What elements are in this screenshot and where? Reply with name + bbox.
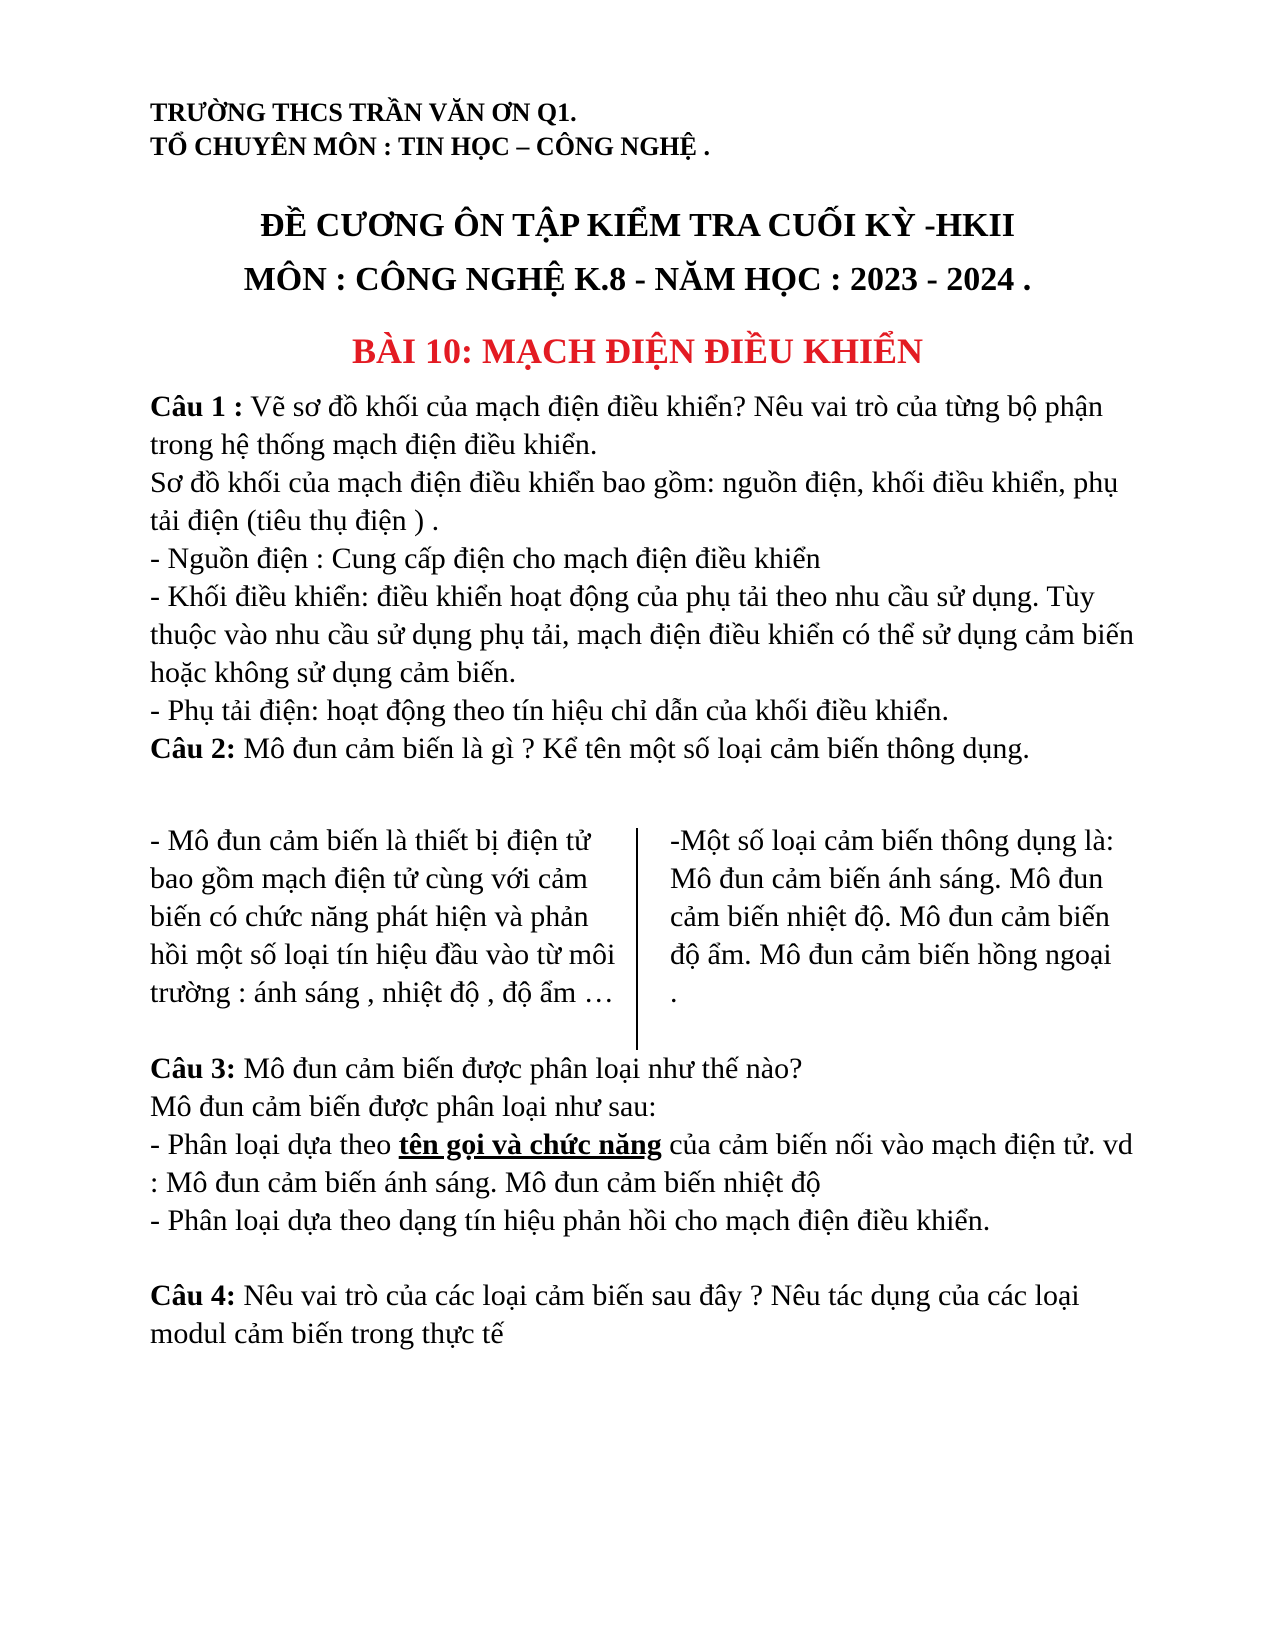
question-2-right-intro: -Một số loại cảm biến thông dụng là: <box>670 824 1115 857</box>
question-1-item-2: - Khối điều khiển: điều khiển hoạt động của phụ tải theo nhu cầu sử dụng. Tùy thuộc vào nhu cầu sử dụng phụ tải, mạch điện điều khiển có thể sử dụng cảm biến hoặc không sử dụng cảm biến. <box>150 580 1134 689</box>
question-2-label: Câu 2: <box>150 732 236 765</box>
question-3-answer-intro: Mô đun cảm biến được phân loại như sau: <box>150 1090 657 1123</box>
question-3-item-1 <box>150 1126 1135 1202</box>
question-3-label: Câu 3: <box>150 1052 236 1085</box>
question-3 <box>150 1050 1135 1088</box>
question-1 <box>150 388 1135 464</box>
question-4-label: Câu 4: <box>150 1279 236 1312</box>
question-2-left-column: - Mô đun cảm biến là thiết bị điện tử bao gồm mạch điện tử cùng với cảm biến có chức năng phát hiện và phản hồi một số loại tín hiệu đầu vào từ môi trường : ánh sáng , nhiệt độ , độ ẩm … <box>150 824 616 1009</box>
school-name: TRƯỜNG THCS TRẦN VĂN ƠN Q1. <box>150 98 577 127</box>
question-1-text: Vẽ sơ đồ khối của mạch điện điều khiển? Nêu vai trò của từng bộ phận trong hệ thống mạch điện điều khiển. <box>150 390 1104 461</box>
question-2-answer-columns <box>150 822 1135 1050</box>
document-title <box>0 199 1275 307</box>
question-3-item-2: - Phân loại dựa theo dạng tín hiệu phản hồi cho mạch điện điều khiển. <box>150 1204 991 1237</box>
question-1-item-1: - Nguồn điện : Cung cấp điện cho mạch điện điều khiển <box>150 542 821 575</box>
department-name: TỔ CHUYÊN MÔN : TIN HỌC – CÔNG NGHỆ . <box>150 132 710 161</box>
question-2 <box>150 730 1135 768</box>
question-1-answer-intro: Sơ đồ khối của mạch điện điều khiển bao gồm: nguồn điện, khối điều khiển, phụ tải điện (tiêu thụ điện ) . <box>150 466 1119 537</box>
question-2-right-list: Mô đun cảm biến ánh sáng. Mô đun cảm biến nhiệt độ. Mô đun cảm biến độ ẩm. Mô đun cảm biến hồng ngoại . <box>670 862 1112 1009</box>
question-4 <box>150 1277 1135 1353</box>
lesson-title: BÀI 10: MẠCH ĐIỆN ĐIỀU KHIỂN <box>351 331 924 371</box>
question-3-block <box>150 1050 1135 1240</box>
question-2-text: Mô đun cảm biến là gì ? Kể tên một số loại cảm biến thông dụng. <box>235 732 1030 765</box>
question-3-item-1-emphasis: tên gọi và chức năng <box>398 1128 662 1161</box>
column-divider <box>636 828 638 1050</box>
question-3-item-1-pre: - Phân loại dựa theo <box>150 1128 399 1161</box>
document-header <box>150 96 710 164</box>
question-3-item-1-post: của cảm biến nối vào mạch điện tử. vd : Mô đun cảm biến ánh sáng. Mô đun cảm biến nhiệt độ <box>150 1128 1133 1199</box>
question-3-text: Mô đun cảm biến được phân loại như thế nào? <box>235 1052 803 1085</box>
question-4-text: Nêu vai trò của các loại cảm biến sau đây ? Nêu tác dụng của các loại modul cảm biến trong thực tế <box>150 1279 1080 1350</box>
title-line-2: MÔN : CÔNG NGHỆ K.8 - NĂM HỌC : 2023 - 2024 . <box>243 261 1032 298</box>
question-1-label: Câu 1 : <box>150 390 244 423</box>
question-2-right-column <box>670 822 1125 1012</box>
title-line-1: ĐỀ CƯƠNG ÔN TẬP KIỂM TRA CUỐI KỲ -HKII <box>259 207 1015 244</box>
question-1-item-3: - Phụ tải điện: hoạt động theo tín hiệu chỉ dẫn của khối điều khiển. <box>150 694 949 727</box>
question-1-block <box>150 388 1135 768</box>
question-4-block <box>150 1277 1135 1353</box>
